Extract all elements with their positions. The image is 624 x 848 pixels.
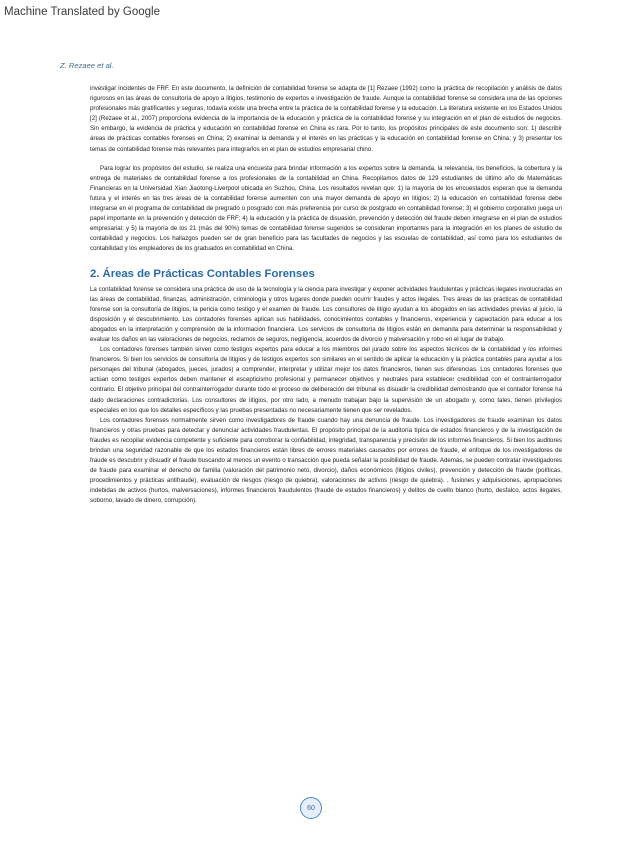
section-heading: 2. Áreas de Prácticas Contables Forenses — [90, 267, 315, 280]
page-body — [90, 84, 562, 507]
section-paragraph-1: La contabilidad forense se considera una práctica de uso de la tecnología y la ciencia para investigar y exponer actividades fraudulentas y prácticas ilegales involucradas en las áreas de contabilidad, finanzas, administración, criminología y otros lugares donde pueden ocurrir fraudes y actos ilegales. Tres áreas de las prácticas de contabilidad forense son la consultoría de litigios, la pericia como testigo y el examen de fraude. Los consultores de litigio ayudan a los abogados en las actividades previas al juicio, la disposición y el descubrimiento. Los contadores forenses aplican sus habilidades, conocimientos contables y financieros, experiencia y capacitación para educar a los abogados en la interpretación y comprensión de la información financiera. Los servicios de consultoría de litigios están en demanda para determinar la responsabilidad y evaluar los daños en las valoraciones de negocios, reclamos de seguros, negligencia, acuerdos de divorcio y malversación y robo en el lugar de trabajo. — [90, 285, 562, 343]
intro-paragraph-1: investigar incidentes de FRF. En este documento, la definición de contabilidad forense se adapta de [1] Rezaee (1992) como la práctica de recopilación y análisis de datos rigurosos en las áreas de consultoría de apoyo a litigios, testimonio de expertos e investigación de fraude. Aunque la contabilidad forense se considera una de las opciones profesionales más gratificantes y seguras, todavía existe una brecha entre la práctica de la contabilidad forense y la educación. La literatura existente en los Estados Unidos [2] (Rezaee et al., 2007) proporciona evidencia de la importancia de la educación y práctica de la contabilidad forense y su integración en el plan de estudios de negocios. Sin embargo, la evidencia de práctica y educación en contabilidad forense en China es rara. Por lo tanto, los propósitos principales de este documento son: 1) describir áreas de prácticas contables forenses en China; 2) examinar la demanda y el interés en las prácticas y la educación en contabilidad forense en China; y 3) presentar los temas de contabilidad forense más relevantes para integrarlos en el plan de estudios empresarial chino. — [90, 85, 562, 153]
page-number-badge: 60 — [300, 797, 322, 819]
section-paragraph-2: Los contadores forenses también sirven como testigos expertos para educar a los miembros del jurado sobre los aspectos técnicos de la contabilidad y los informes financieros. Si bien los servicios de consultoría de litigios y de testigos expertos son similares en el sentido de aplicar la educación y la práctica contables para ayudar a los personajes del tribunal (abogados, jueces, jurados) a comprender, interpretar y utilizar mejor los datos financieros, tienen sus diferencias. Los contadores forenses que actúan como testigos expertos deben mantener el escepticismo profesional y permanecer objetivos y neutrales para establecer credibilidad con el contrainterrogador contrario. El objetivo principal del contrainterrogador durante todo el proceso de deliberación del tribunal es disuadir la credibilidad demostrando que el contador forense ha dado declaraciones contradictorias. Los consultores de litigios, por otro lado, a menudo trabajan bajo la supervisión de un abogado y, como tales, tienen privilegios especiales en los que los detalles específicos y las pruebas presentadas no necesariamente tienen que ser revelados. — [90, 346, 562, 414]
running-head: Z. Rezaee et al. — [60, 61, 114, 70]
section-paragraph-3: Los contadores forenses normalmente sirven como investigadores de fraude cuando hay una denuncia de fraude. Los investigadores de fraude examinan los datos financieros y otras pruebas para detectar y denunciar actividades fraudulentas. El propósito principal de la auditoría típica de estados financieros y de la investigación de fraudes es recopilar evidencia competente y suficiente para corroborar la confiabilidad, integridad, transparencia y precisión de los informes financieros. Si bien los auditores brindan una seguridad razonable de que los estados financieros están libres de errores materiales causados por errores de fraude, el enfoque de los investigadores de fraude es descubrir y disuadir el fraude buscando al menos un evento o transacción que pueda señalar la posibilidad de fraude. Además, se pueden contratar investigadores de fraude para examinar el derecho de familia (valoración del patrimonio neto, divorcio), daños económicos (litigios civiles), prevención y detección de fraude (políticas, procedimientos y prácticas antifraude), evaluación de riesgos (riesgo de quiebra), valoraciones de activos (riesgo de quiebra). , fusiones y adquisiciones, apropiaciones indebidas de activos (hurtos, malversaciones), informes financieros fraudulentos (fraude de estados financieros) y delitos de cuello blanco (hurto, desfalco, actos ilegales, soborno, lavado de dinero, corrupción). — [90, 416, 562, 505]
intro-paragraph-2: Para lograr los propósitos del estudio, se realiza una encuesta para brindar información a los expertos sobre la demanda, la relevancia, los beneficios, la cobertura y la entrega de materiales de contabilidad forense a los profesionales de la contabilidad en China. Recopilamos datos de 129 estudiantes de último año de Matemáticas Financieras en la Universidad Xian Jiaotong-Liverpool ubicada en Suzhou, China. Los resultados revelan que: 1) la mayoría de los encuestados esperan que la demanda futura y el interés en las tres áreas de la contabilidad forense aumenten con una mayor demanda de apoyo en litigios; 2) la educación en contabilidad forense debe integrarse en el programa de contabilidad de pregrado o posgrado con más preferencia por curso de postgrado en contabilidad forense; 3) el gobierno corporativo juega un papel importante en la prevención y detección de FRF; 4) la educación y la práctica de disuasión, prevención y detección del fraude deben integrarse en el plan de estudios empresarial; y 5) la mayoría de los 21 (más del 90%) temas de contabilidad forense sugeridos se consideran importantes para la integración en los planes de estudio de contabilidad y negocios. Los hallazgos pueden ser de gran beneficio para las facultades de negocios y las escuelas de contabilidad, así como para los estudiantes de contabilidad y los empleadores de los graduados en contabilidad en China. — [90, 164, 562, 253]
machine-translation-banner: Machine Translated by Google — [4, 6, 160, 18]
